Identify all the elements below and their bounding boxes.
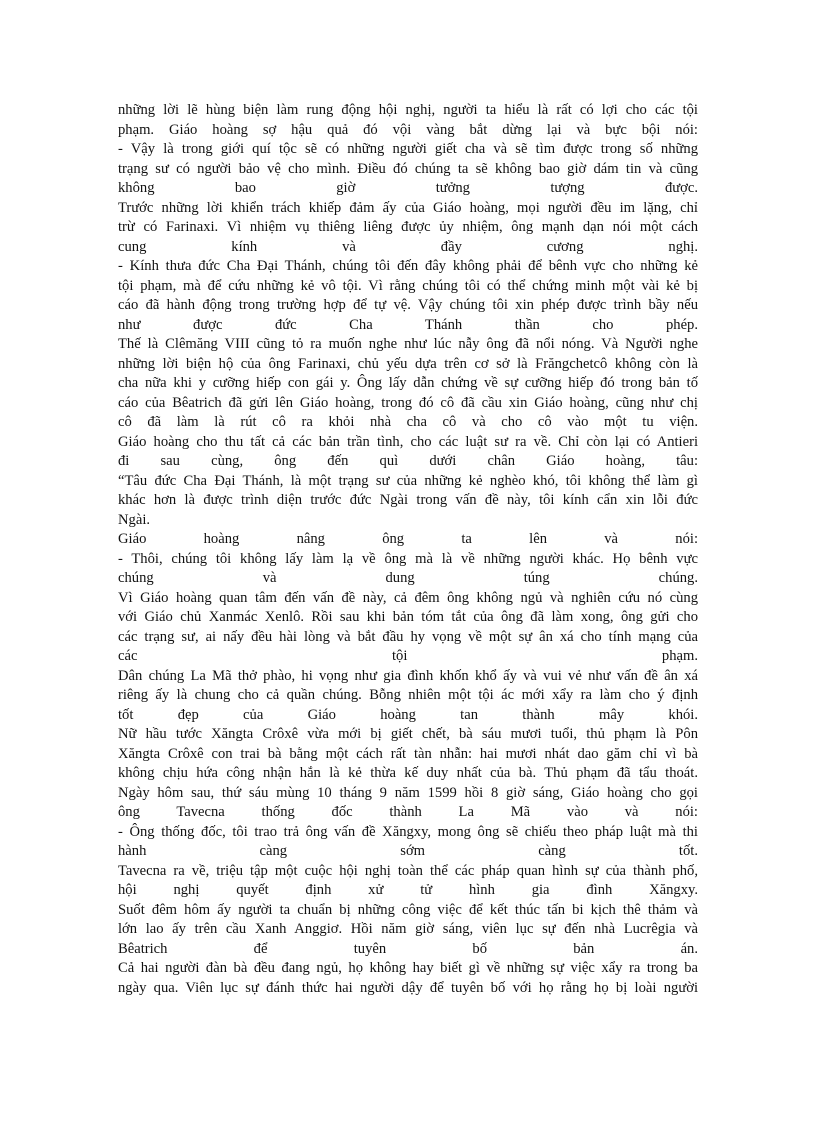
- text-line: tội phạm, mà để cứu những kẻ vô tội. Vì rằng chúng tôi có thể chứng minh một vài kẻ bị: [118, 277, 698, 294]
- text-line: cáo của Bêatrich đã gửi lên Giáo hoàng, trong đó cô đã cầu xin Giáo hoàng, cũng như chị: [118, 394, 698, 411]
- text-line: Cả hai người đàn bà đều đang ngủ, họ không hay biết gì về những sự việc xẩy ra trong ba: [118, 960, 698, 976]
- text-line: Ngày hôm sau, thứ sáu mùng 10 tháng 9 năm 1599 hồi 8 giờ sáng, Giáo hoàng cho gọi: [118, 784, 698, 801]
- text-line: trừ có Farinaxi. Vì nhiệm vụ thiêng liêng được ủy nhiệm, ông mạnh dạn nói một cách: [118, 219, 698, 235]
- text-line: hội nghị quyết định xử tử hình gia đình Xăngxy.: [118, 882, 698, 898]
- text-line: lớn lao ấy trên cầu Xanh Anggiơ. Hồi năm giờ sáng, viên lục sự đến nhà Lucrêgia và: [118, 921, 698, 937]
- text-line: cha nữa khi y cưỡng hiếp con gái y. Ông lấy dẫn chứng về sự cưỡng hiếp đó trong bản tố: [118, 375, 698, 391]
- text-line: Giáo hoàng nâng ông ta lên và nói:: [118, 531, 698, 547]
- text-line: - Vậy là trong giới quí tộc sẽ có những người giết cha và sẽ tìm được trong số những: [118, 141, 698, 157]
- text-line: đi sau cùng, ông đến quì dưới chân Giáo hoàng, tâu:: [118, 453, 698, 469]
- text-line: chúng và dung túng chúng.: [118, 570, 698, 586]
- text-line: Trước những lời khiển trách khiếp đảm ấy của Giáo hoàng, mọi người đều im lặng, chỉ: [118, 199, 698, 216]
- text-line: - Ông thống đốc, tôi trao trả ông vấn đề Xăngxy, mong ông sẽ chiếu theo pháp luật mà thi: [118, 823, 698, 840]
- text-line: tốt đẹp của Giáo hoàng tan thành mây khói.: [118, 706, 698, 723]
- text-line: trạng sư có người bảo vệ cho mình. Điều đó chúng ta sẽ không bao giờ dám tin và cũng: [118, 160, 698, 177]
- text-line: Xăngta Crôxê con trai bà bằng một cách rất tàn nhẫn: hai mươi nhát dao găm chỉ vì bà: [118, 745, 698, 762]
- text-line: ngày qua. Viên lục sự đánh thức hai người dậy để tuyên bố với họ rằng họ bị loài người: [118, 979, 698, 996]
- text-line: những lời biện hộ của ông Farinaxi, chủ yếu dựa trên cơ sở là Frăngchetcô không còn là: [118, 355, 698, 372]
- text-line: riêng ấy là chung cho cả quần chúng. Bỗng nhiên một tội ác mới xẩy ra làm cho ý định: [118, 687, 698, 703]
- text-line: Giáo hoàng cho thu tất cả các bản trần tình, cho các luật sư ra về. Chỉ còn lại có Antieri: [118, 433, 698, 450]
- text-line: ông Tavecna thống đốc thành La Mã vào và nói:: [118, 804, 698, 820]
- text-line: Suốt đêm hôm ấy người ta chuẩn bị những công việc để kết thúc tấn bi kịch thê thảm và: [118, 901, 698, 918]
- text-line: Nữ hầu tước Xăngta Crôxê vừa mới bị giết chết, bà sáu mươi tuổi, thủ phạm là Pôn: [118, 726, 698, 742]
- text-line: như được đức Cha Thánh thần cho phép.: [118, 316, 698, 333]
- text-line: Bêatrich để tuyên bố bản án.: [118, 940, 698, 957]
- text-line: khác hơn là được trình diện trước đức Ngài trong vấn đề này, tôi kính cẩn xin lỗi đức: [118, 492, 698, 508]
- text-line: cô đã làm là rút cô ra khỏi nhà cha cô và cho cô vào một tu viện.: [118, 414, 698, 430]
- text-line: cung kính và đầy cương nghị.: [118, 238, 698, 255]
- text-line: các trạng sư, ai nấy đều hài lòng và bắt đầu hy vọng về một sự ân xá cho tính mạng của: [118, 628, 698, 645]
- text-line: Ngài.: [118, 511, 151, 528]
- text-line: cáo đã hành động trong trường hợp để tự vệ. Vậy chúng tôi xin phép được trình bầy nếu: [118, 297, 698, 313]
- text-line: với Giáo chủ Xanmác Xenlô. Rồi sau khi bản tóm tắt của ông đã làm xong, ông gửi cho: [118, 609, 698, 625]
- text-line: không bao giờ tưởng tượng được.: [118, 180, 698, 196]
- body-text: [118, 101, 698, 998]
- text-line: phạm. Giáo hoàng sợ hậu quả đó vội vàng bắt dừng lại và bực bội nói:: [118, 121, 698, 138]
- text-line: không chịu hứa công nhận hắn là kẻ thừa kế duy nhất của bà. Thủ phạm đã tẩu thoát.: [118, 765, 698, 781]
- text-line: - Kính thưa đức Cha Đại Thánh, chúng tôi đến đây không phải để bênh vực cho những kẻ: [118, 258, 698, 274]
- text-line: những lời lẽ hùng biện làm rung động hội nghị, người ta hiểu là rất có lợi cho các tội: [118, 102, 698, 118]
- text-line: Dân chúng La Mã thở phào, hi vọng như gia đình khốn khổ ấy và vui vẻ như vấn đề ân xá: [118, 667, 698, 684]
- text-line: - Thôi, chúng tôi không lấy làm lạ về ông mà là về những người khác. Họ bênh vực: [118, 550, 698, 567]
- text-line: Vì Giáo hoàng quan tâm đến vấn đề này, cả đêm ông không ngủ và nghiên cứu nó cùng: [118, 589, 698, 606]
- text-line: Thế là Clêmăng VIII cũng tỏ ra muốn nghe như lúc nẫy ông đã nổi nóng. Và Người nghe: [118, 336, 698, 352]
- text-line: hành càng sớm càng tốt.: [118, 843, 698, 859]
- text-line: các tội phạm.: [118, 648, 698, 664]
- text-line: “Tâu đức Cha Đại Thánh, là một trạng sư của những kẻ nghèo khó, tôi không thể làm gì: [118, 472, 698, 489]
- text-line: Tavecna ra về, triệu tập một cuộc hội nghị toàn thể các pháp quan hình sự của thành phố,: [118, 862, 698, 879]
